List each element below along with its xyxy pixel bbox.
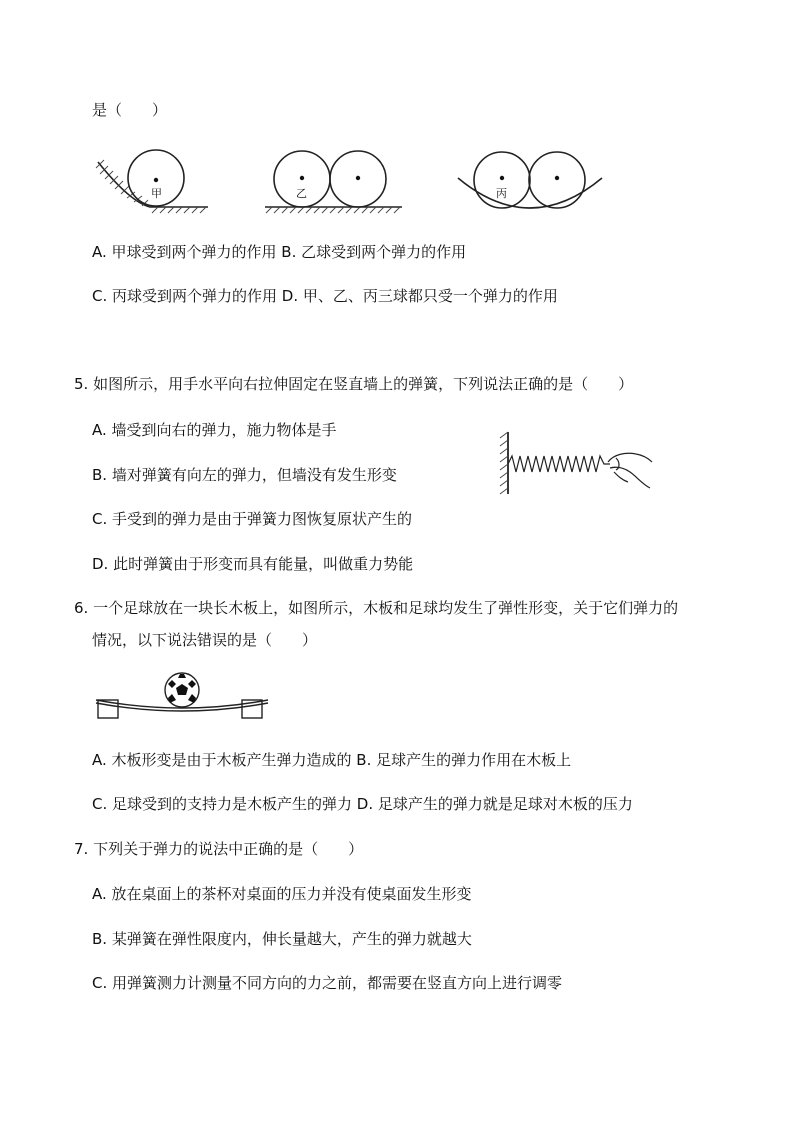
football [165, 673, 199, 707]
hand [608, 453, 652, 488]
q5-option-b: B. 墙对弹簧有向左的弹力，但墙没有发生形变 [92, 466, 397, 484]
q7-option-c: C. 用弹簧测力计测量不同方向的力之前，都需要在竖直方向上进行调零 [92, 974, 563, 992]
q7-stem: 7. 下列关于弹力的说法中正确的是（ ） [74, 840, 364, 858]
q7-option-a: A. 放在桌面上的茶杯对桌面的压力并没有使桌面发生形变 [92, 885, 472, 903]
label-jia: 甲 [151, 187, 162, 200]
spring-wall-figure [490, 428, 660, 500]
q5-option-d: D. 此时弹簧由于形变而具有能量，叫做重力势能 [92, 555, 414, 573]
spring [508, 456, 610, 472]
q6-stem-line2: 情况，以下说法错误的是（ ） [92, 631, 318, 649]
label-yi: 乙 [296, 187, 307, 200]
wall [500, 432, 508, 494]
q6-option-ab: A. 木板形变是由于木板产生弹力造成的 B. 足球产生的弹力作用在木板上 [92, 751, 572, 769]
q6-option-cd: C. 足球受到的支持力是木板产生的弹力 D. 足球产生的弹力就是足球对木板的压力 [92, 795, 633, 813]
q6-stem-line1: 6. 一个足球放在一块长木板上，如图所示，木板和足球均发生了弹性形变，关于它们弹力的 [74, 599, 679, 617]
q7-option-b: B. 某弹簧在弹性限度内，伸长量越大，产生的弹力就越大 [92, 930, 472, 948]
football-board-figure [92, 670, 272, 726]
q5-option-a: A. 墙受到向右的弹力，施力物体是手 [92, 421, 337, 439]
q5-stem: 5. 如图所示，用手水平向右拉伸固定在竖直墙上的弹簧，下列说法正确的是（ ） [74, 375, 634, 393]
q5-option-c: C. 手受到的弹力是由于弹簧力图恢复原状产生的 [92, 510, 413, 528]
ball-yi-diagram [265, 151, 402, 213]
ball-bing-diagram [458, 152, 602, 208]
ball-jia-diagram [96, 150, 208, 213]
q4-option-ab: A. 甲球受到两个弹力的作用 B. 乙球受到两个弹力的作用 [92, 243, 467, 261]
q4-option-cd: C. 丙球受到两个弹力的作用 D. 甲、乙、丙三球都只受一个弹力的作用 [92, 287, 558, 305]
q4-balls-figure [90, 140, 620, 220]
label-bing: 丙 [496, 187, 507, 200]
q4-stem-tail: 是（ ） [92, 101, 168, 119]
